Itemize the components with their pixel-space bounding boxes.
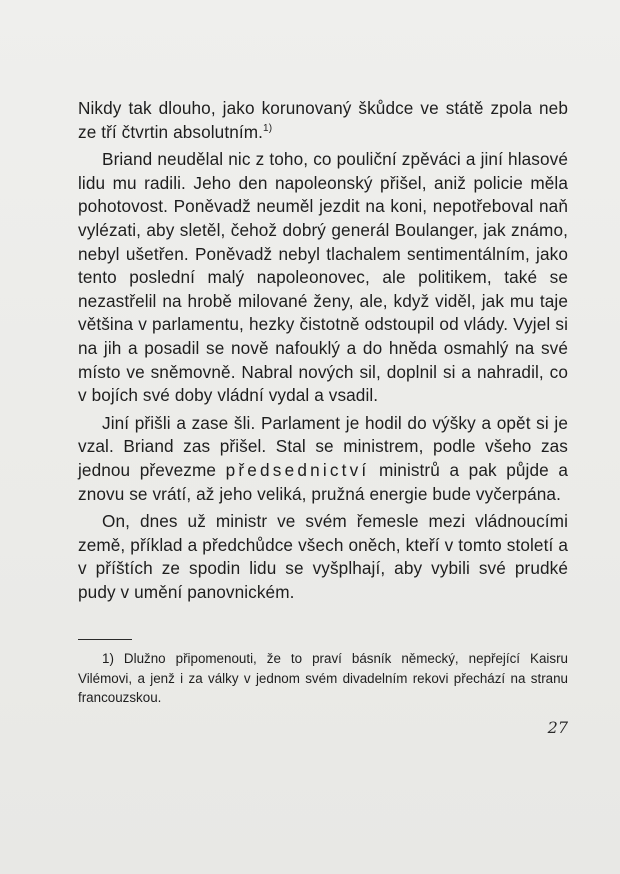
main-text bbox=[78, 97, 568, 608]
paragraph-3-text-before: Jiní přišli a zase šli. Parlament je hodil do výšky a opět si je vzal. Briand zas přišel. Stal se ministrem, podle všeho zas jednou převezme bbox=[78, 412, 568, 480]
page-number: 27 bbox=[547, 718, 568, 737]
footnote bbox=[78, 649, 568, 708]
paragraph-4: On, dnes už ministr ve svém řemesle mezi vládnoucími země, příklad a předchůdce všech oněch, kteří v tomto století a v příštích ze spodin lidu se vyšplhají, aby vybili své prudké pudy v umění panovnickém. bbox=[78, 511, 568, 602]
footnote-reference: 1) bbox=[263, 122, 273, 134]
emphasized-spaced-word: předsednictví bbox=[225, 459, 370, 480]
footnote-text: Dlužno připomenouti, že to praví básník německý, nepřející Kaisru Vilémovi, a jenž i za války v jednom svém divadelním rekovi přechází na stranu francouzskou. bbox=[78, 651, 568, 705]
paragraph-3 bbox=[78, 412, 568, 506]
paragraph-1-text: Nikdy tak dlouho, jako korunovaný škůdce ve státě zpola neb ze tří čtvrtin absolutním. bbox=[78, 98, 568, 142]
footnote-divider bbox=[78, 639, 132, 640]
paragraph-1 bbox=[78, 97, 568, 144]
paragraph-3-text-after: ministrů a pak půjde a znovu se vrátí, až jeho veliká, pružná energie bude vyčerpána. bbox=[78, 459, 568, 504]
paragraph-2: Briand neudělal nic z toho, co pouliční zpěváci a jiní hlasové lidu mu radili. Jeho den napoleonský přišel, aniž policie měla pohotovost. Poněvadž neuměl jezdit na koni, nepotřeboval naň vylézati, aby sletěl, čehož dobrý generál Boulanger, jak známo, nebyl ušetřen. Poněvadž nebyl tlachalem sentimentálním, jako tento poslední malý napoleonovec, ale politikem, také se nezastřelil na hrobě milované ženy, ale, když viděl, jak mu taje většina v parlamentu, hezky čistotně odstoupil od vlády. Vyjel si na jih a posadil se nově nafouklý a do hněda osmahlý na své místo ve sněmovně. Nabral nových sil, doplnil si a nahradil, co v bojích své doby vládní vydal a vsadil. bbox=[78, 149, 568, 406]
footnote-mark: 1) bbox=[102, 651, 114, 666]
